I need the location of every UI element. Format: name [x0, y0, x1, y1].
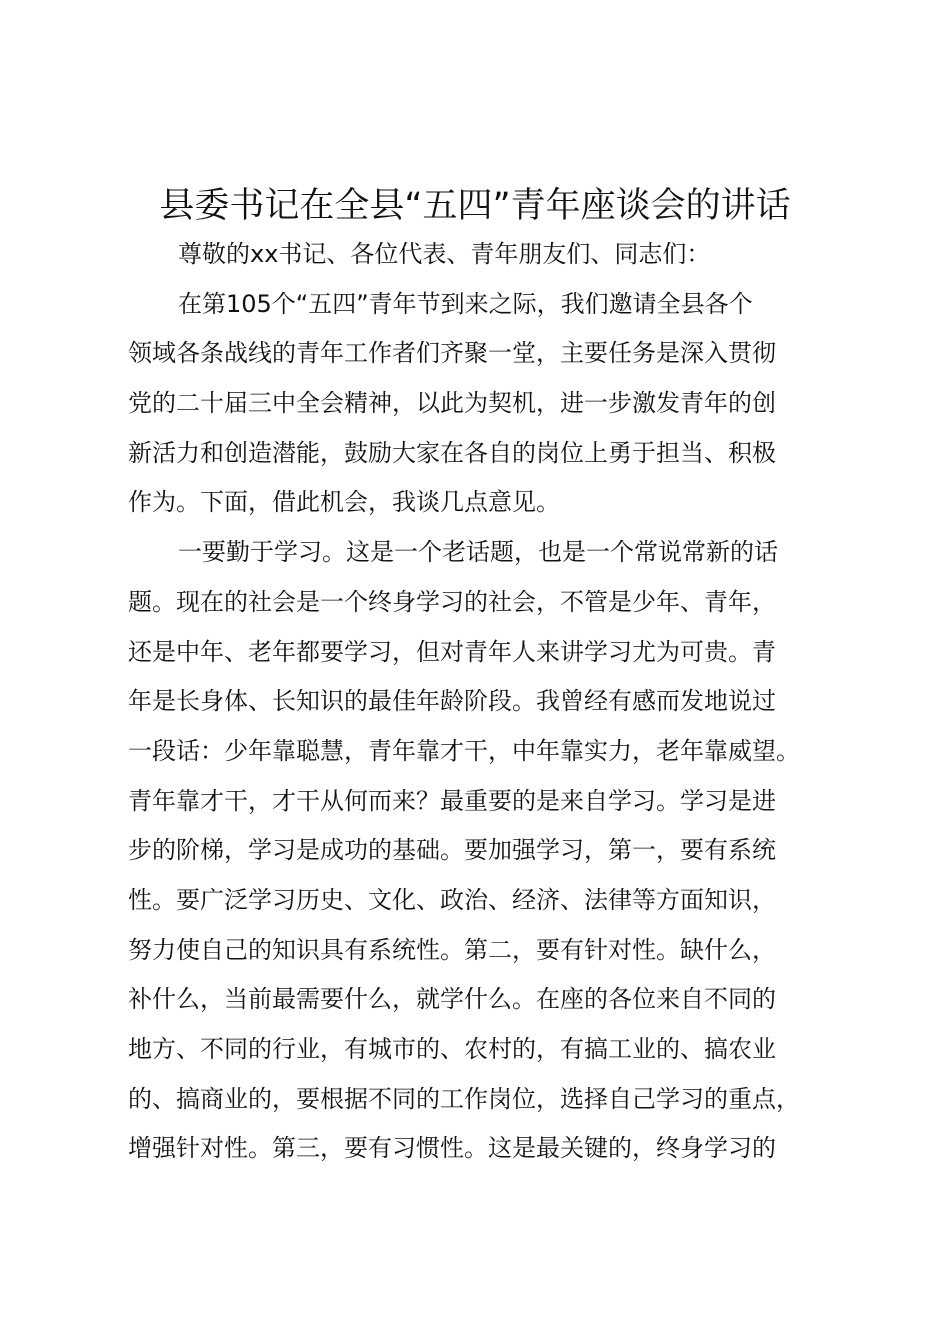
paragraph-line: 党的二十届三中全会精神，以此为契机，进一步激发青年的创 [128, 389, 776, 418]
paragraph-line: 在第105个“五四”青年节到来之际，我们邀请全县各个 [178, 289, 753, 318]
document-body [128, 230, 848, 1174]
paragraph-line: 还是中年、老年都要学习，但对青年人来讲学习尤为可贵。青 [128, 637, 776, 666]
paragraph-line: 步的阶梯，学习是成功的基础。要加强学习，第一，要有系统 [128, 836, 776, 865]
paragraph-line: 一段话：少年靠聪慧，青年靠才干，中年靠实力，老年靠威望。 [128, 736, 800, 765]
document-title: 县委书记在全县“五四”青年座谈会的讲话 [159, 186, 791, 226]
paragraph-line: 的、搞商业的，要根据不同的工作岗位，选择自己学习的重点， [128, 1084, 800, 1113]
paragraph-line: 补什么，当前最需要什么，就学什么。在座的各位来自不同的 [128, 985, 776, 1014]
paragraph-line: 性。要广泛学习历史、文化、政治、经济、法律等方面知识， [128, 885, 776, 914]
paragraph-line: 青年靠才干，才干从何而来？最重要的是来自学习。学习是进 [128, 786, 776, 815]
paragraph-line: 努力使自己的知识具有系统性。第二，要有针对性。缺什么， [128, 935, 776, 964]
paragraph-line: 增强针对性。第三，要有习惯性。这是最关键的，终身学习的 [128, 1134, 776, 1163]
paragraph-line: 一要勤于学习。这是一个老话题，也是一个常说常新的话 [178, 538, 778, 567]
paragraph-line: 作为。下面，借此机会，我谈几点意见。 [128, 488, 560, 517]
paragraph-line: 领域各条战线的青年工作者们齐聚一堂，主要任务是深入贯彻 [128, 339, 776, 368]
paragraph-line: 新活力和创造潜能，鼓励大家在各自的岗位上勇于担当、积极 [128, 438, 776, 467]
paragraph-line: 地方、不同的行业，有城市的、农村的，有搞工业的、搞农业 [128, 1035, 776, 1063]
paragraph-line: 年是长身体、长知识的最佳年龄阶段。我曾经有感而发地说过 [128, 687, 776, 716]
paragraph-line: 题。现在的社会是一个终身学习的社会，不管是少年、青年， [128, 587, 776, 616]
salutation-line: 尊敬的xx书记、各位代表、青年朋友们、同志们： [178, 240, 711, 268]
